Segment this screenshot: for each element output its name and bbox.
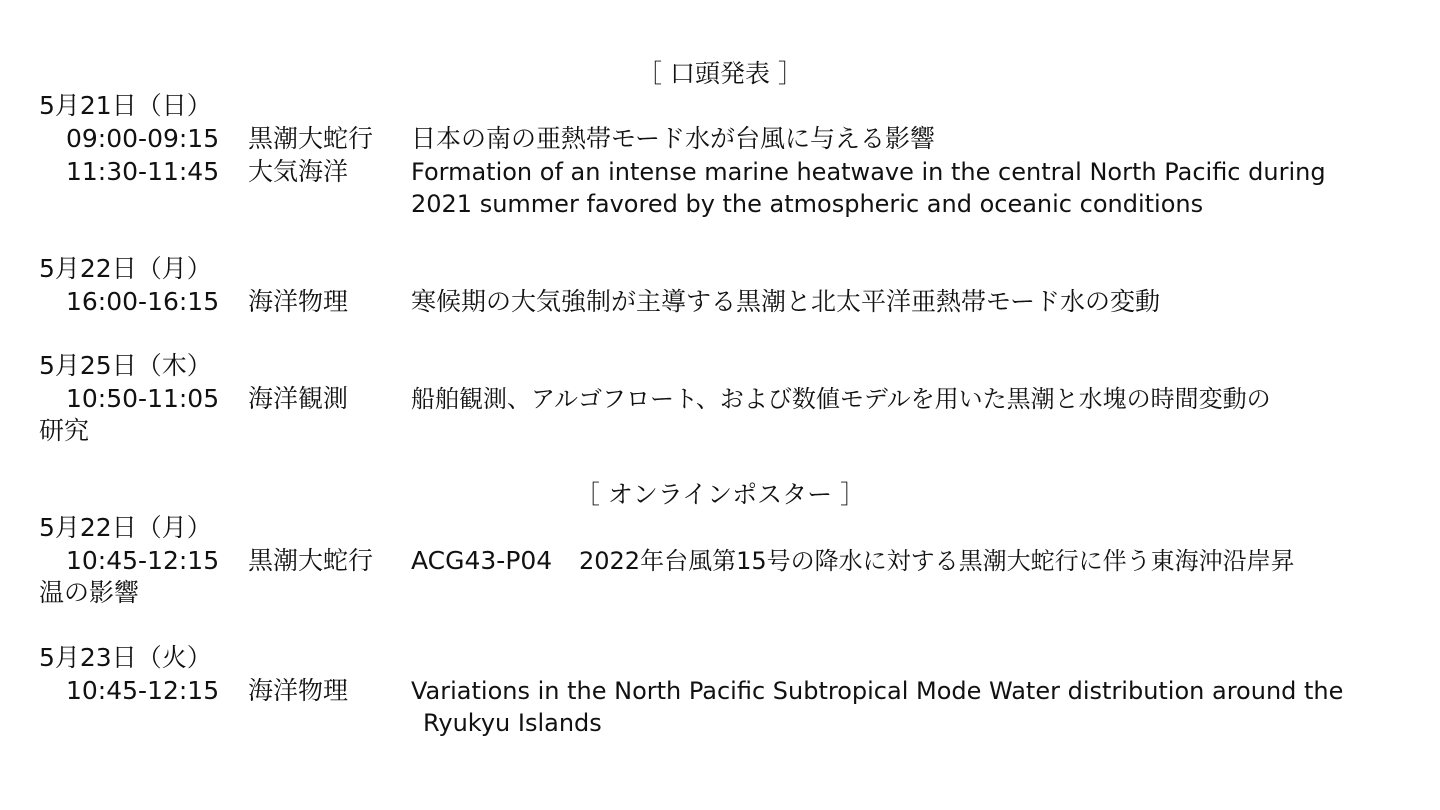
date-may-25: 5月25日（木） [39, 351, 212, 380]
date-may-22: 5月22日（月） [39, 254, 212, 283]
talk-time: 16:00-16:15 [66, 287, 220, 316]
talk-session: 海洋物理 [248, 287, 349, 316]
talk-time: 09:00-09:15 [66, 124, 220, 153]
talk-title: Formation of an intense marine heatwave in the central North Pacific during [411, 158, 1326, 186]
talk-title: 日本の南の亜熱帯モード水が台風に与える影響 [411, 124, 936, 153]
poster-time: 10:45-12:15 [66, 676, 220, 705]
talk-session: 黒潮大蛇行 [248, 124, 374, 153]
oral-section-heading: ［ 口頭発表 ］ [637, 59, 803, 88]
date-may-22-poster: 5月22日（月） [39, 513, 212, 542]
talk-title: 寒候期の大気強制が主導する黒潮と北太平洋亜熱帯モード水の変動 [411, 287, 1161, 316]
poster-time: 10:45-12:15 [66, 546, 220, 575]
talk-time: 11:30-11:45 [66, 157, 220, 186]
poster-session: 黒潮大蛇行 [248, 546, 374, 575]
poster-title: 2022年台風第15号の降水に対する黒潮大蛇行に伴う東海沖沿岸昇 [579, 547, 1295, 575]
talk-session: 大気海洋 [248, 157, 349, 186]
poster-title: Variations in the North Pacific Subtropical Mode Water distribution around the [411, 677, 1344, 705]
talk-time: 10:50-11:05 [66, 384, 220, 413]
date-may-23: 5月23日（火） [39, 643, 212, 672]
poster-code: ACG43-P04 [411, 546, 553, 575]
talk-session: 海洋観測 [248, 384, 349, 413]
poster-title-continuation: Ryukyu Islands [423, 709, 602, 737]
poster-session: 海洋物理 [248, 676, 349, 705]
date-may-21: 5月21日（日） [39, 91, 212, 120]
poster-title-continuation: 温の影響 [39, 578, 140, 607]
poster-section-heading: ［ オンラインポスター ］ [574, 480, 866, 509]
talk-title-continuation: 2021 summer favored by the atmospheric and oceanic conditions [411, 190, 1204, 218]
talk-title: 船舶観測、アルゴフロート、および数値モデルを用いた黒潮と水塊の時間変動の [411, 385, 1271, 413]
talk-title-continuation: 研究 [39, 416, 90, 445]
